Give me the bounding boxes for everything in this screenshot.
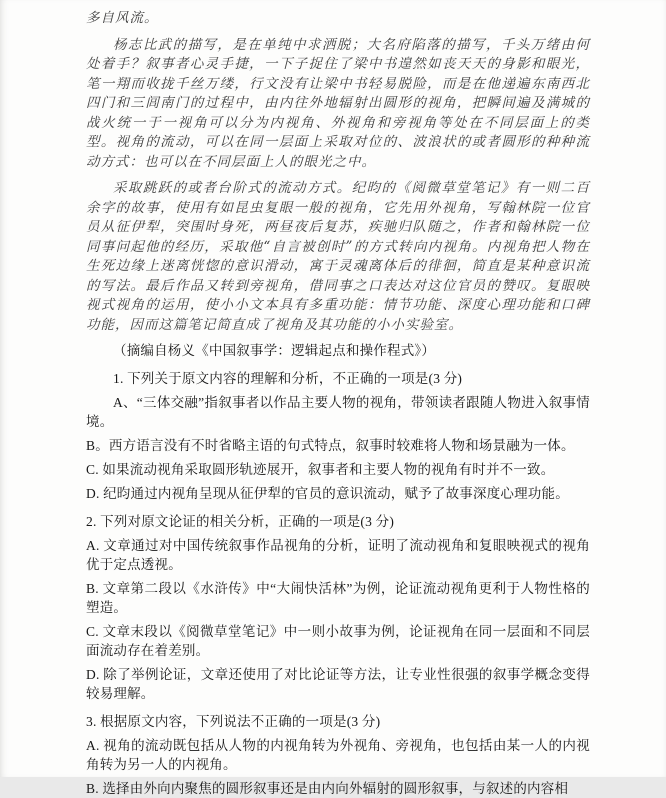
questions-section: [86, 369, 590, 798]
passage-paragraph-tail: 多自风流。: [86, 10, 159, 26]
question-2-option-a: A. 文章通过对中国传统叙事作品视角的分析，证明了流动视角和复眼映视式的视角优于定点透视。: [86, 538, 590, 572]
question-3-option-a: A. 视角的流动既包括从人物的内视角转为外视角、旁视角，也包括由某一人的内视角转为另一人的内视角。: [86, 738, 590, 772]
question-3-option-b: B. 选择由外向内聚焦的圆形叙事还是由内向外辐射的圆形叙事，与叙述的内容相: [86, 781, 569, 796]
question-1-option-b: B。西方语言没有不时省略主语的句式特点，叙事时较难将人物和场景融为一体。: [86, 438, 575, 453]
passage-source-attribution: （摘编自杨义《中国叙事学：逻辑起点和操作程式》）: [113, 343, 436, 358]
question-1-option-d: D. 纪昀通过内视角呈现从征伊犁的官员的意识流动，赋予了故事深度心理功能。: [86, 486, 569, 501]
question-2-option-b: B. 文章第二段以《水浒传》中“大闹快活林”为例，论证流动视角更利于人物性格的塑造。: [86, 581, 590, 615]
question-3-stem: 3. 根据原文内容，下列说法不正确的一项是(3 分): [86, 714, 381, 729]
question-1-stem: 1. 下列关于原文内容的理解和分析，不正确的一项是(3 分): [113, 371, 463, 386]
question-2-option-c: C. 文章末段以《阅微草堂笔记》中一则小故事为例，论证视角在同一层面和不同层面流动存在着差别。: [86, 624, 590, 658]
question-1-option-a: A、“三体交融”指叙事者以作品主要人物的视角，带领读者跟随人物进入叙事情境。: [86, 395, 590, 429]
passage-paragraph-2: 杨志比武的描写，是在单纯中求洒脱；大名府陷落的描写，千头万绪由何处着手？叙事者心灵手捷，一下子捉住了梁中书遑然如丧天天的身影和眼光，笔一翔而收拢千丝万缕，行文没有让梁中书轻易脱险，而是在他递遍东南西北四门和三闾南门的过程中，由内往外地辐射出圆形的视角，把瞬间遍及满城的战火统一于一视角可以分为内视角、外视角和旁视角等处在不同层面上的类型。视角的流动，可以在同一层面上采取对位的、波浪状的或者圆形的种种流动方式：也可以在不同层面上人的眼光之中。: [86, 36, 590, 170]
question-1-option-c: C. 如果流动视角采取圆形轨迹展开，叙事者和主要人物的视角有时并不一致。: [86, 462, 555, 477]
reading-passage: [86, 9, 590, 360]
passage-paragraph-3: 采取跳跃的或者台阶式的流动方式。纪昀的《阅微草堂笔记》有一则二百余字的故事，使用有如昆虫复眼一般的视角，它先用外视角，写翰林院一位官员从征伊犁，突围时身死，两昼夜后复苏，疾驰归队随之，作者和翰林院一位同事问起他的经历，采取他“自言被创时”的方式转向内视角。内视角把人物在生死边缘上迷离恍惚的意识滑动，寓于灵魂离体后的徘徊，简直是某种意识流的写法。最后作品又转到旁视角，借同事之口表达对这位官员的赞叹。复眼映视式视角的运用，使小小文本具有多重功能：情节功能、深度心理功能和口碑功能，因而这篇笔记简直成了视角及其功能的小小实验室。: [86, 180, 590, 333]
question-2-stem: 2. 下列对原文论证的相关分析，正确的一项是(3 分): [86, 514, 395, 529]
question-2-option-d: D. 除了举例论证，文章还使用了对比论证等方法，让专业性很强的叙事学概念变得较易理解。: [86, 667, 590, 701]
